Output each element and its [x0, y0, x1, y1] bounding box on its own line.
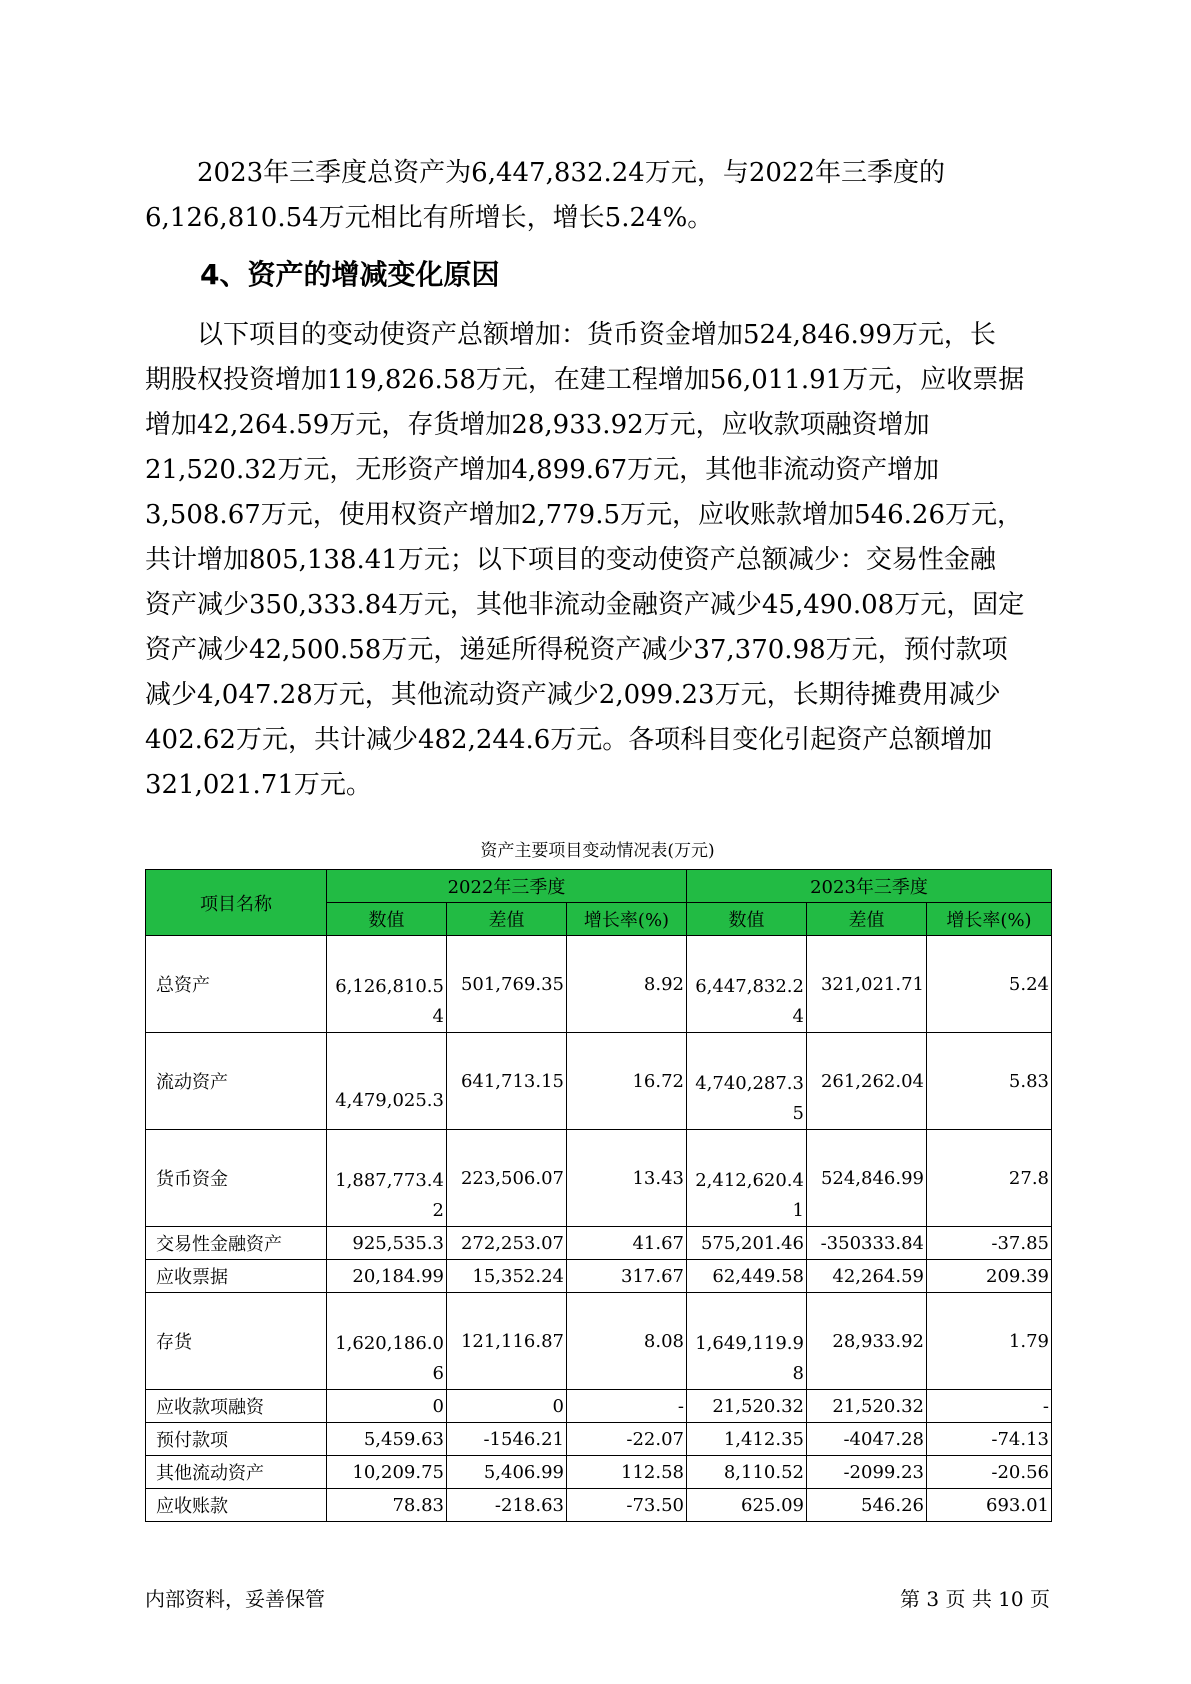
cell-value: 62,449.58 [687, 1260, 807, 1293]
text-line: 共计增加805,138.41万元；以下项目的变动使资产总额减少：交易性金融 [145, 545, 996, 575]
cell-value: 10,209.75 [327, 1456, 447, 1489]
row-name: 总资产 [146, 936, 327, 1033]
cell-value: 2,412,620.4 1 [687, 1130, 807, 1227]
header-value: 数值 [327, 903, 447, 936]
cell-diff: 223,506.07 [447, 1130, 567, 1227]
cell-growth: -74.13 [927, 1423, 1052, 1456]
cell-value: 5,459.63 [327, 1423, 447, 1456]
cell-diff: 261,262.04 [807, 1033, 927, 1130]
table-row [146, 1390, 1052, 1423]
cell-diff: -4047.28 [807, 1423, 927, 1456]
cell-diff: 21,520.32 [807, 1390, 927, 1423]
cell-value: 0 [327, 1390, 447, 1423]
cell-diff: 42,264.59 [807, 1260, 927, 1293]
row-name: 应收账款 [146, 1489, 327, 1522]
table-row [146, 1260, 1052, 1293]
row-name: 交易性金融资产 [146, 1227, 327, 1260]
cell-diff: -2099.23 [807, 1456, 927, 1489]
cell-growth: 41.67 [567, 1227, 687, 1260]
cell-diff: -350333.84 [807, 1227, 927, 1260]
table-row [146, 936, 1052, 1033]
cell-value: 6,126,810.5 4 [327, 936, 447, 1033]
cell-growth: 693.01 [927, 1489, 1052, 1522]
cell-diff: 15,352.24 [447, 1260, 567, 1293]
row-name: 应收票据 [146, 1260, 327, 1293]
table-row [146, 1456, 1052, 1489]
header-diff: 差值 [447, 903, 567, 936]
text-line: 期股权投资增加119,826.58万元，在建工程增加56,011.91万元，应收票据 [145, 365, 1025, 395]
cell-growth: -20.56 [927, 1456, 1052, 1489]
cell-value: 8,110.52 [687, 1456, 807, 1489]
cell-growth: 16.72 [567, 1033, 687, 1130]
cell-value: 625.09 [687, 1489, 807, 1522]
header-growth: 增长率(%) [927, 903, 1052, 936]
cell-value: 1,412.35 [687, 1423, 807, 1456]
header-period-2023: 2023年三季度 [687, 870, 1052, 903]
table-row [146, 1033, 1052, 1130]
cell-growth: 5.83 [927, 1033, 1052, 1130]
text-line: 以下项目的变动使资产总额增加：货币资金增加524,846.99万元，长 [197, 320, 996, 350]
header-growth: 增长率(%) [567, 903, 687, 936]
cell-growth: -73.50 [567, 1489, 687, 1522]
cell-value: 1,649,119.9 8 [687, 1293, 807, 1390]
cell-diff: 524,846.99 [807, 1130, 927, 1227]
cell-value: 20,184.99 [327, 1260, 447, 1293]
cell-growth: -22.07 [567, 1423, 687, 1456]
row-name: 其他流动资产 [146, 1456, 327, 1489]
cell-value: 575,201.46 [687, 1227, 807, 1260]
row-name: 货币资金 [146, 1130, 327, 1227]
text-line: 3,508.67万元，使用权资产增加2,779.5万元，应收账款增加546.26万元， [145, 500, 1023, 530]
cell-value: 21,520.32 [687, 1390, 807, 1423]
cell-growth: 112.58 [567, 1456, 687, 1489]
cell-value: 1,887,773.4 2 [327, 1130, 447, 1227]
cell-diff: -218.63 [447, 1489, 567, 1522]
text-line: 减少4,047.28万元，其他流动资产减少2,099.23万元，长期待摊费用减少 [145, 680, 1001, 710]
cell-growth: - [927, 1390, 1052, 1423]
cell-growth: 317.67 [567, 1260, 687, 1293]
table-caption: 资产主要项目变动情况表(万元) [480, 841, 715, 861]
cell-diff: 121,116.87 [447, 1293, 567, 1390]
cell-diff: 641,713.15 [447, 1033, 567, 1130]
table-row [146, 1423, 1052, 1456]
cell-diff: 546.26 [807, 1489, 927, 1522]
row-name: 流动资产 [146, 1033, 327, 1130]
cell-growth: 8.92 [567, 936, 687, 1033]
row-name: 应收款项融资 [146, 1390, 327, 1423]
text-line: 21,520.32万元，无形资产增加4,899.67万元，其他非流动资产增加 [145, 455, 940, 485]
text-line: 资产减少42,500.58万元，递延所得税资产减少37,370.98万元，预付款项 [145, 635, 1008, 665]
cell-growth: 1.79 [927, 1293, 1052, 1390]
header-period-2022: 2022年三季度 [327, 870, 687, 903]
cell-growth: 8.08 [567, 1293, 687, 1390]
table-row [146, 1227, 1052, 1260]
table-row [146, 1489, 1052, 1522]
table-row [146, 1293, 1052, 1390]
cell-diff: 321,021.71 [807, 936, 927, 1033]
cell-diff: 5,406.99 [447, 1456, 567, 1489]
header-diff: 差值 [807, 903, 927, 936]
cell-value: 4,479,025.3 [327, 1033, 447, 1130]
cell-value: 4,740,287.3 5 [687, 1033, 807, 1130]
cell-growth: 5.24 [927, 936, 1052, 1033]
cell-diff: -1546.21 [447, 1423, 567, 1456]
paragraph-asset-changes [145, 313, 1050, 808]
text-line: 6,126,810.54万元相比有所增长，增长5.24%。 [145, 203, 714, 233]
cell-growth: 13.43 [567, 1130, 687, 1227]
row-name: 预付款项 [146, 1423, 327, 1456]
asset-change-table [145, 869, 1052, 1522]
text-line: 增加42,264.59万元，存货增加28,933.92万元，应收款项融资增加 [145, 410, 930, 440]
table-row [146, 1130, 1052, 1227]
cell-value: 6,447,832.2 4 [687, 936, 807, 1033]
text-line: 2023年三季度总资产为6,447,832.24万元，与2022年三季度的 [197, 158, 946, 188]
cell-value: 1,620,186.0 6 [327, 1293, 447, 1390]
text-line: 321,021.71万元。 [145, 770, 372, 800]
cell-growth: -37.85 [927, 1227, 1052, 1260]
cell-diff: 501,769.35 [447, 936, 567, 1033]
section-heading: 4、资产的增减变化原因 [200, 258, 500, 291]
cell-growth: - [567, 1390, 687, 1423]
text-line: 402.62万元，共计减少482,244.6万元。各项科目变化引起资产总额增加 [145, 725, 993, 755]
cell-diff: 272,253.07 [447, 1227, 567, 1260]
cell-value: 925,535.3 [327, 1227, 447, 1260]
text-line: 资产减少350,333.84万元，其他非流动金融资产减少45,490.08万元，固定 [145, 590, 1025, 620]
cell-diff: 0 [447, 1390, 567, 1423]
footer-page-number: 第 3 页 共 10 页 [900, 1587, 1050, 1611]
header-value: 数值 [687, 903, 807, 936]
paragraph-total-assets [145, 151, 1050, 241]
footer-confidential-note: 内部资料，妥善保管 [145, 1587, 325, 1611]
row-name: 存货 [146, 1293, 327, 1390]
cell-diff: 28,933.92 [807, 1293, 927, 1390]
cell-growth: 209.39 [927, 1260, 1052, 1293]
cell-value: 78.83 [327, 1489, 447, 1522]
cell-growth: 27.8 [927, 1130, 1052, 1227]
header-item-name: 项目名称 [146, 870, 327, 936]
